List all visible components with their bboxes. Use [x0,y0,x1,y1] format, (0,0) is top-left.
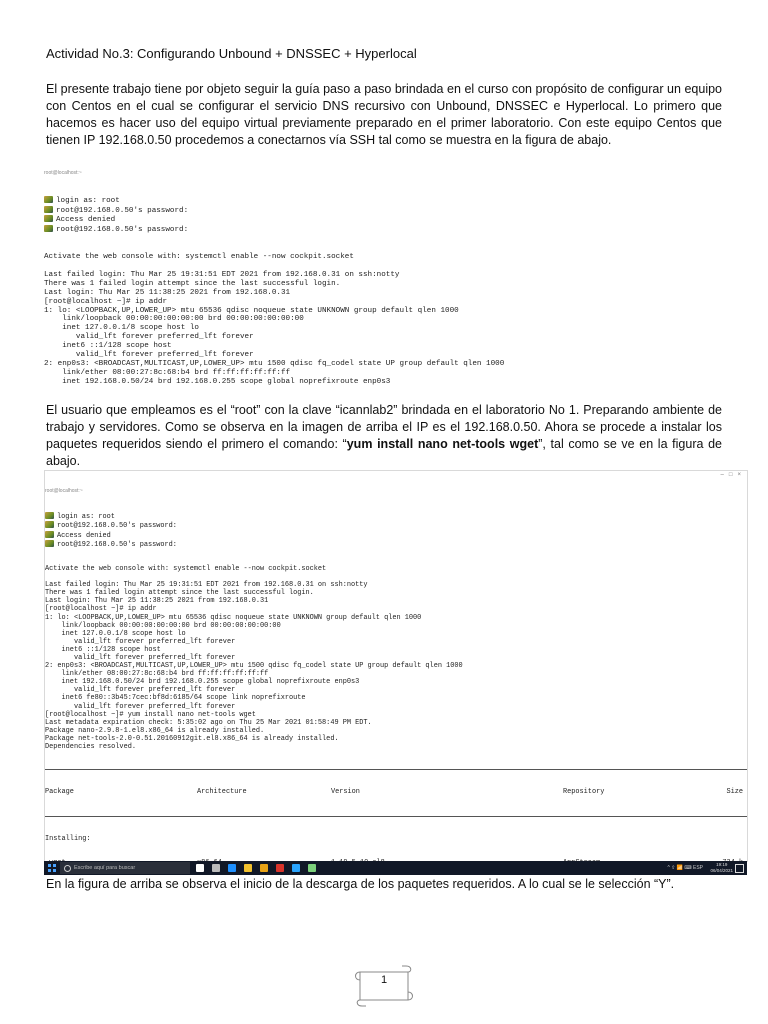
terminal-line: [root@localhost ~]# ip addr [44,297,168,306]
terminal-line: valid_lft forever preferred_lft forever [45,637,236,646]
window-controls[interactable]: – □ × [720,472,741,478]
header-size: Size [726,788,743,797]
terminal-line: valid_lft forever preferred_lft forever [45,702,236,711]
login-line: root@192.168.0.50's password: [44,225,714,235]
terminal-line: 2: enp0s3: <BROADCAST,MULTICAST,UP,LOWER_UP> mtu 1500 qdisc fq_codel state UP group default qlen 1000 [45,662,463,671]
taskbar-app-icon[interactable] [292,864,300,872]
terminal-line: link/loopback 00:00:00:00:00:00 brd 00:00:00:00:00:00 [45,621,281,630]
terminal-line: valid_lft forever preferred_lft forever [45,653,236,662]
taskbar-search-placeholder: Escribe aquí para buscar [74,865,136,871]
taskbar-app-icon[interactable] [244,864,252,872]
windows-start-icon[interactable] [48,864,56,872]
terminal-line: Dependencies resolved. [45,743,136,751]
paragraph-intro: El presente trabajo tiene por objeto seguir la guía paso a paso brindada en el curso con propósito de configurar un equipo con Centos en el cual se configurar el servicio DNS recursivo con Unbound, DNSSEC e Hyperlocal. Lo primero que hacemos es hacer uso del equipo virtual previamente preparado en el primer laboratorio. Con este equipo Centos que tienen IP 192.168.0.50 procedemos a conectarnos vía SSH tal como se muestra en la figura de abajo. [46,82,722,147]
terminal-line: [root@localhost ~]# yum install nano net-tools wget [45,710,256,719]
putty-icon [44,225,53,232]
search-icon [64,865,71,872]
login-line: root@192.168.0.50's password: [45,521,747,530]
taskbar-clock[interactable] [710,862,733,874]
terminal-line: Activate the web console with: systemctl enable --now cockpit.socket [45,564,327,573]
document-title: Actividad No.3: Configurando Unbound + DNSSEC + Hyperlocal [46,46,417,61]
login-line: root@192.168.0.50's password: [45,540,747,549]
header-package: Package [45,788,74,797]
table-divider [45,769,747,772]
terminal-line [45,573,747,581]
terminal-line: Last metadata expiration check: 5:35:02 ago on Thu 25 Mar 2021 01:58:49 PM EDT. [45,718,372,727]
terminal-title: root@localhost:~ [45,488,83,495]
paragraph-install-text-a: El usuario que empleamos es el “root” con la clave “icannlab2” brindada en el laboratorio No 1. Preparando ambiente de trabajo y servidores. Como se observa en la imagen de arriba el IP es el 192.168.0.50. Ahora se procede a instalar los paquetes requeridos siendo el primero el comando: “ [46,403,722,451]
taskbar-app-icon[interactable] [260,864,268,872]
terminal-line: 1: lo: <LOOPBACK,UP,LOWER_UP> mtu 65536 qdisc noqueue state UNKNOWN group default qlen 1000 [45,613,422,622]
terminal-line: 2: enp0s3: <BROADCAST,MULTICAST,UP,LOWER_UP> mtu 1500 qdisc fq_codel state UP group default qlen 1000 [44,359,505,368]
terminal-line: link/ether 08:00:27:8c:68:b4 brd ff:ff:ff:ff:ff:ff [45,670,269,679]
terminal-line: inet6 fe80::3b45:7cec:bf8d:6185/64 scope link noprefixroute [45,694,306,703]
table-divider [45,816,747,819]
terminal-line: inet6 ::1/128 scope host [45,645,161,654]
figure-caption: En la figura de arriba se observa el inicio de la descarga de los paquetes requeridos. A lo cual se le selección “Y”. [46,877,675,891]
putty-icon [45,540,54,547]
terminal-line: valid_lft forever preferred_lft forever [45,686,236,695]
terminal-line: [root@localhost ~]# ip addr [45,605,157,614]
paragraph-install [46,402,722,470]
clock-date: 06/04/2021 [710,868,733,873]
terminal-screenshot-1 [44,151,714,387]
header-version: Version [331,788,360,797]
paragraph-install-text-b: ”, tal como se ve en la figura de abajo. [46,437,722,468]
terminal-line: Package net-tools-2.0-0.51.20160912git.el8.x86_64 is already installed. [45,734,339,743]
login-line: Access denied [44,215,714,225]
header-architecture: Architecture [197,788,247,797]
putty-icon [44,206,53,213]
clock-time: 19:19 [716,862,728,867]
login-line: Access denied [45,531,747,540]
terminal-line: link/loopback 00:00:00:00:00:00 brd 00:00:00:00:00:00 [44,315,304,324]
login-line: login as: root [45,512,747,521]
terminal-line: Last login: Thu Mar 25 11:38:25 2021 from 192.168.0.31 [45,597,269,606]
windows-taskbar [44,861,747,875]
terminal-line: inet 127.0.0.1/8 scope host lo [44,324,199,333]
terminal-line: There was 1 failed login attempt since the last successful login. [45,589,314,598]
system-tray[interactable]: ^ ⇧ 📶 ⌨ ESP [667,865,703,871]
terminal-line: inet 192.168.0.50/24 brd 192.168.0.255 scope global noprefixroute enp0s3 [44,377,391,386]
login-line: login as: root [44,196,714,206]
notification-icon[interactable] [735,864,744,873]
terminal-output [44,253,714,387]
install-command: yum install nano net-tools wget [346,437,539,451]
taskbar-app-icon[interactable] [276,864,284,872]
taskbar-app-icon[interactable] [308,864,316,872]
terminal-line: Last login: Thu Mar 25 11:38:25 2021 from 192.168.0.31 [44,288,291,297]
taskbar-app-icon[interactable] [228,864,236,872]
terminal-line: inet6 ::1/128 scope host [44,342,172,351]
scroll-icon [352,964,416,1008]
terminal-line: Package nano-2.9.8-1.el8.x86_64 is already installed. [45,726,265,735]
putty-icon [45,512,54,519]
page-number: 1 [380,974,388,986]
terminal-line: inet 192.168.0.50/24 brd 192.168.0.255 scope global noprefixroute enp0s3 [45,678,360,687]
taskbar-app-icon[interactable] [212,864,220,872]
terminal-login-lines [44,196,714,236]
terminal-line [44,262,714,271]
terminal-line: Last failed login: Thu Mar 25 19:31:51 EDT 2021 from 192.168.0.31 on ssh:notty [44,270,400,279]
terminal-line: Last failed login: Thu Mar 25 19:31:51 EDT 2021 from 192.168.0.31 on ssh:notty [45,581,368,590]
terminal-screenshot-2 [44,470,748,862]
putty-icon [45,521,54,528]
terminal-line: valid_lft forever preferred_lft forever [44,333,254,342]
putty-icon [45,531,54,538]
table-header-row [45,788,747,797]
terminal-output [45,565,747,751]
terminal-login-lines [45,512,747,548]
header-repository: Repository [563,788,605,797]
terminal-line: There was 1 failed login attempt since the last successful login. [44,279,341,288]
taskbar-app-icon[interactable] [196,864,204,872]
terminal-title: root@localhost:~ [44,169,82,176]
putty-icon [44,215,53,222]
terminal-line: 1: lo: <LOOPBACK,UP,LOWER_UP> mtu 65536 qdisc noqueue state UNKNOWN group default qlen 1000 [44,306,459,315]
terminal-line: valid_lft forever preferred_lft forever [44,351,254,360]
login-line: root@192.168.0.50's password: [44,206,714,216]
terminal-title-bar [44,169,714,178]
page-number-scroll [352,964,416,1008]
terminal-title-bar [45,472,747,496]
installing-label: Installing: [45,834,91,843]
terminal-line: inet 127.0.0.1/8 scope host lo [45,629,186,638]
terminal-line: link/ether 08:00:27:8c:68:b4 brd ff:ff:ff:ff:ff:ff [44,368,291,377]
terminal-line: Activate the web console with: systemctl enable --now cockpit.socket [44,253,354,262]
taskbar-search-box[interactable] [60,862,190,874]
putty-icon [44,196,53,203]
